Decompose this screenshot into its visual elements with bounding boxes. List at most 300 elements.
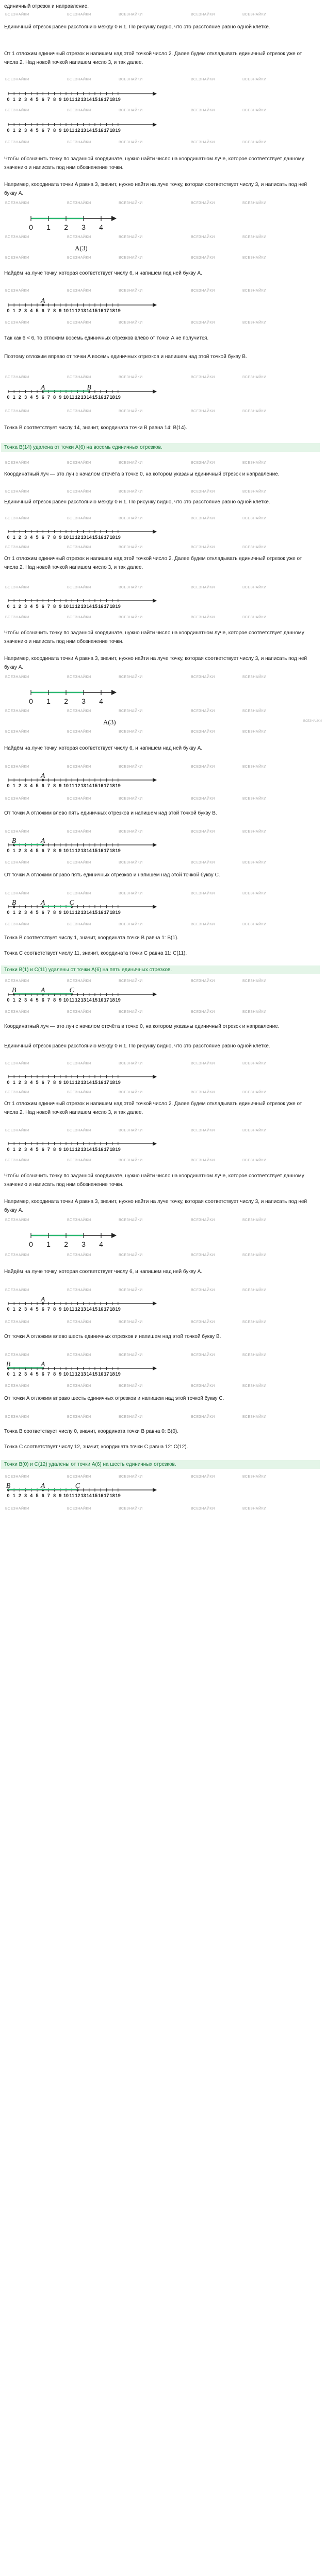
watermark-row	[0, 585, 326, 592]
tick-label: 9	[59, 783, 62, 788]
tick-label: 8	[53, 1147, 56, 1152]
tick-label: 7	[47, 308, 50, 313]
number-line	[0, 838, 326, 857]
tick-label: 5	[36, 97, 39, 102]
tick-label: 9	[59, 604, 62, 609]
watermark-text: ВСЕЗНАЙКИ	[67, 490, 91, 494]
tick-label: 2	[64, 1240, 68, 1248]
point-label: A	[40, 837, 45, 845]
tick-label: 5	[36, 1147, 39, 1152]
watermark-text: ВСЕЗНАЙКИ	[67, 546, 91, 549]
tick-label: 8	[53, 97, 56, 102]
tick-label: 4	[30, 1307, 33, 1312]
paragraph: единичный отрезок и направление.	[4, 4, 89, 9]
tick-label: 2	[18, 1080, 21, 1085]
tick-label: 1	[12, 910, 15, 915]
watermark-text: ВСЕЗНАЙКИ	[242, 1415, 267, 1419]
watermark-text: ВСЕЗНАЙКИ	[191, 797, 215, 801]
tick-label: 12	[75, 395, 80, 400]
tick-label: 10	[63, 1307, 69, 1312]
tick-label: 7	[47, 97, 50, 102]
watermark-text: ВСЕЗНАЙКИ	[191, 1253, 215, 1257]
tick-label: 16	[98, 997, 104, 1003]
axis-arrow	[153, 1488, 157, 1492]
tick-label: 10	[63, 1080, 69, 1085]
tick-label: 6	[41, 308, 44, 313]
tick-label: 11	[69, 128, 74, 133]
tick-label: 11	[69, 395, 74, 400]
paragraph: Найдём на луче точку, которая соответствует числу 6, и напишем над ней букву A.	[4, 1269, 203, 1275]
watermark-text: ВСЕЗНАЙКИ	[191, 461, 215, 465]
tick-label: 16	[98, 97, 104, 102]
watermark-text: ВСЕЗНАЙКИ	[119, 1320, 143, 1324]
paragraph: Чтобы обозначить точку по заданной координате, нужно найти число на координатном луче, которое соответствует данному значению и написать под ним обозначение точки.	[4, 1173, 304, 1188]
watermark-text: ВСЕЗНАЙКИ	[67, 235, 91, 239]
paragraph: Единичный отрезок равен расстоянию между 0 и 1. По рисунку видно, что это расстояние равно одной клетке.	[4, 499, 270, 505]
axis-arrow	[111, 216, 117, 221]
paragraph: Координатный луч — это луч с началом отсчёта в точке 0, на котором указаны единичный отрезок и направление.	[4, 471, 280, 477]
tick-label: 17	[104, 1371, 109, 1377]
watermark-text: ВСЕЗНАЙКИ	[119, 461, 143, 465]
watermark-text: ВСЕЗНАЙКИ	[242, 1218, 267, 1222]
tick-label: 4	[30, 848, 33, 853]
tick-label: 6	[41, 535, 44, 540]
watermark-text: ВСЕЗНАЙКИ	[242, 1475, 267, 1479]
tick-label: 18	[109, 128, 115, 133]
tick-label: 18	[109, 395, 115, 400]
tick-label: 15	[92, 604, 98, 609]
tick-label: 2	[18, 1371, 21, 1377]
watermark-text: ВСЕЗНАЙКИ	[119, 321, 143, 325]
tick-label: 17	[104, 604, 109, 609]
watermark-text: ВСЕЗНАЙКИ	[191, 490, 215, 494]
tick-label: 13	[80, 1493, 86, 1498]
tick-label: 19	[115, 848, 121, 853]
tick-label: 0	[7, 997, 10, 1003]
watermark-text: ВСЕЗНАЙКИ	[5, 1475, 29, 1479]
point-label: A	[40, 899, 45, 907]
tick-label: 7	[47, 1080, 50, 1085]
tick-label: 19	[115, 604, 121, 609]
watermark-row	[0, 1384, 326, 1391]
watermark-row	[0, 1010, 326, 1017]
watermark-text: ВСЕЗНАЙКИ	[191, 141, 215, 144]
tick-label: 15	[92, 1307, 98, 1312]
tick-label: 9	[59, 97, 62, 102]
point-label: A	[40, 987, 45, 994]
watermark-text: ВСЕЗНАЙКИ	[5, 616, 29, 619]
tick-label: 5	[36, 848, 39, 853]
point-label: A	[40, 1482, 45, 1490]
tick-label: 1	[12, 97, 15, 102]
tick-label: 0	[7, 1493, 10, 1498]
watermark-text: ВСЕЗНАЙКИ	[5, 490, 29, 494]
watermark-text: ВСЕЗНАЙКИ	[191, 1507, 215, 1511]
tick-label: 1	[46, 223, 51, 231]
tick-label: 13	[80, 848, 86, 853]
tick-label: 15	[92, 97, 98, 102]
number-line	[0, 524, 326, 542]
tick-label: 3	[24, 128, 27, 133]
watermark-text: ВСЕЗНАЙКИ	[5, 1384, 29, 1388]
tick-label: 1	[46, 697, 51, 705]
tick-label: 0	[29, 223, 33, 231]
watermark-text: ВСЕЗНАЙКИ	[242, 1507, 267, 1511]
watermark-text: ВСЕЗНАЙКИ	[242, 13, 267, 16]
watermark-text: ВСЕЗНАЙКИ	[5, 892, 29, 895]
tick-label: 10	[63, 395, 69, 400]
paragraph: Чтобы обозначить точку по заданной координате, нужно найти число на координатном луче, которое соответствует данному значению и написать под ним обозначение точки.	[4, 630, 304, 645]
watermark-text: ВСЕЗНАЙКИ	[242, 201, 267, 205]
watermark-text: ВСЕЗНАЙКИ	[242, 256, 267, 260]
tick-label: 0	[7, 1147, 10, 1152]
axis-arrow	[153, 599, 157, 603]
watermark-text: ВСЕЗНАЙКИ	[5, 141, 29, 144]
paragraph: От точки A отложим вправо шесть единичных отрезков и напишем над этой точкой букву C.	[4, 1396, 224, 1401]
watermark-text: ВСЕЗНАЙКИ	[5, 546, 29, 549]
tick-label: 15	[92, 1080, 98, 1085]
tick-label: 3	[24, 910, 27, 915]
tick-label: 8	[53, 1371, 56, 1377]
watermark-row	[0, 256, 326, 263]
watermark-text: ВСЕЗНАЙКИ	[191, 1320, 215, 1324]
tick-label: 4	[30, 997, 33, 1003]
watermark-row	[0, 235, 326, 242]
tick-label: 6	[41, 395, 44, 400]
tick-label: 5	[36, 1493, 39, 1498]
tick-label: 11	[69, 848, 74, 853]
watermark-text: ВСЕЗНАЙКИ	[5, 675, 29, 679]
tick-label: 0	[29, 697, 33, 705]
tick-label: 17	[104, 1080, 109, 1085]
watermark-row	[0, 1061, 326, 1069]
tick-label: 8	[53, 910, 56, 915]
watermark-text: ВСЕЗНАЙКИ	[67, 78, 91, 81]
tick-label: 6	[41, 910, 44, 915]
tick-label: 4	[30, 395, 33, 400]
watermark-text: ВСЕЗНАЙКИ	[242, 376, 267, 379]
tick-label: 16	[98, 1371, 104, 1377]
tick-label: 3	[24, 604, 27, 609]
tick-label: 0	[7, 1371, 10, 1377]
watermark-text: ВСЕЗНАЙКИ	[242, 861, 267, 865]
watermark-row	[0, 1475, 326, 1482]
tick-label: 2	[64, 223, 68, 231]
watermark-text: ВСЕЗНАЙКИ	[191, 1415, 215, 1419]
tick-label: 0	[7, 535, 10, 540]
tick-label: 4	[30, 783, 33, 788]
watermark-row	[0, 12, 326, 20]
watermark-text: ВСЕЗНАЙКИ	[242, 765, 267, 769]
tick-label: 16	[98, 308, 104, 313]
paragraph: От 1 отложим единичный отрезок и напишем над этой точкой число 2. Далее будем откладывать единичный отрезок уже от числа 2. Над новой точкой напишем число 3, и так далее.	[4, 556, 302, 570]
watermark-text: ВСЕЗНАЙКИ	[191, 410, 215, 413]
watermark-text: ВСЕЗНАЙКИ	[242, 235, 267, 239]
tick-label: 13	[80, 395, 86, 400]
tick-label: 6	[41, 604, 44, 609]
number-line	[0, 1137, 326, 1154]
tick-label: 12	[75, 997, 80, 1003]
watermark-text: ВСЕЗНАЙКИ	[67, 830, 91, 834]
tick-label: 7	[47, 997, 50, 1003]
watermark-row	[0, 375, 326, 382]
tick-label: 1	[12, 783, 15, 788]
watermark-text: ВСЕЗНАЙКИ	[242, 1289, 267, 1292]
watermark-text: ВСЕЗНАЙКИ	[191, 201, 215, 205]
tick-label: 2	[18, 128, 21, 133]
axis-arrow	[153, 1366, 157, 1370]
watermark-row	[0, 1415, 326, 1422]
watermark-text: ВСЕЗНАЙКИ	[119, 1384, 143, 1388]
tick-label: 14	[86, 1493, 92, 1498]
tick-label: 7	[47, 1371, 50, 1377]
tick-label: 8	[53, 604, 56, 609]
paragraph: Поэтому отложим вправо от точки A восемь единичных отрезков и напишем над этой точкой букву B.	[4, 354, 247, 360]
watermark-text: ВСЕЗНАЙКИ	[191, 1062, 215, 1065]
number-line	[0, 117, 326, 135]
watermark-text: ВСЕЗНАЙКИ	[67, 1384, 91, 1388]
tick-label: 14	[86, 604, 92, 609]
tick-label: 17	[104, 910, 109, 915]
tick-label: 19	[115, 910, 121, 915]
tick-label: 16	[98, 1080, 104, 1085]
tick-label: 12	[75, 783, 80, 788]
tick-label: 14	[86, 783, 92, 788]
watermark-text: ВСЕЗНАЙКИ	[119, 546, 143, 549]
tick-label: 16	[98, 783, 104, 788]
tick-label: 13	[80, 997, 86, 1003]
watermark-text: ВСЕЗНАЙКИ	[242, 461, 267, 465]
watermark-text: ВСЕЗНАЙКИ	[5, 1010, 29, 1014]
watermark-text: ВСЕЗНАЙКИ	[119, 923, 143, 926]
tick-label: 16	[98, 535, 104, 540]
tick-label: 14	[86, 1371, 92, 1377]
tick-label: 11	[69, 308, 74, 313]
tick-label: 18	[109, 1080, 115, 1085]
tick-label: 6	[41, 1307, 44, 1312]
watermark-text: ВСЕЗНАЙКИ	[67, 410, 91, 413]
tick-label: 4	[30, 1080, 33, 1085]
tick-label: 3	[24, 395, 27, 400]
watermark-text: ВСЕЗНАЙКИ	[242, 289, 267, 293]
number-line	[0, 298, 326, 317]
watermark-text: ВСЕЗНАЙКИ	[242, 1253, 267, 1257]
tick-label: 19	[115, 783, 121, 788]
watermark-text: ВСЕЗНАЙКИ	[5, 235, 29, 239]
paragraph: Точка B соответствует числу 14, значит, координата точки B равна 14: B(14).	[4, 425, 187, 431]
watermark-text: ВСЕЗНАЙКИ	[191, 376, 215, 379]
tick-label: 13	[80, 910, 86, 915]
watermark-text: ВСЕЗНАЙКИ	[242, 490, 267, 494]
watermark-row	[0, 796, 326, 804]
tick-label: 19	[115, 535, 121, 540]
tick-label: 0	[7, 604, 10, 609]
watermark-text: ВСЕЗНАЙКИ	[242, 892, 267, 895]
point-label: C	[75, 1482, 80, 1490]
paragraph: Точка B соответствует числу 0, значит, координата точки B равна 0: B(0).	[4, 1429, 179, 1434]
tick-label: 13	[80, 1307, 86, 1312]
tick-label: 3	[24, 1080, 27, 1085]
tick-label: 17	[104, 997, 109, 1003]
number-line	[0, 773, 326, 792]
tick-label: 7	[47, 1493, 50, 1498]
tick-label: 14	[86, 910, 92, 915]
tick-label: 12	[75, 97, 80, 102]
number-line	[0, 384, 326, 405]
watermark-text: ВСЕЗНАЙКИ	[191, 1091, 215, 1094]
point-label: B	[11, 899, 17, 907]
watermark-text: ВСЕЗНАЙКИ	[242, 923, 267, 926]
watermark-row	[0, 545, 326, 552]
tick-label: 9	[59, 1371, 62, 1377]
tick-label: 14	[86, 535, 92, 540]
watermark-text: ВСЕЗНАЙКИ	[191, 517, 215, 520]
tick-label: 17	[104, 1147, 109, 1152]
watermark-text: ВСЕЗНАЙКИ	[67, 1091, 91, 1094]
tick-label: 16	[98, 1493, 104, 1498]
tick-label: 10	[63, 535, 69, 540]
watermark-text: ВСЕЗНАЙКИ	[5, 923, 29, 926]
tick-label: 17	[104, 1493, 109, 1498]
watermark-row	[0, 1218, 326, 1225]
tick-label: 3	[24, 1147, 27, 1152]
tick-label: 4	[30, 604, 33, 609]
watermark-text: ВСЕЗНАЙКИ	[191, 1159, 215, 1162]
tick-label: 4	[30, 97, 33, 102]
tick-label: 17	[104, 395, 109, 400]
paragraph: Найдём на луче точку, которая соответствует числу 6, и напишем под ней букву A.	[4, 270, 202, 276]
tick-label: 13	[80, 128, 86, 133]
axis-arrow	[153, 123, 157, 127]
tick-label: 1	[12, 1493, 15, 1498]
watermark-text: ВСЕЗНАЙКИ	[67, 141, 91, 144]
watermark-text: ВСЕЗНАЙКИ	[5, 410, 29, 413]
tick-label: 2	[64, 697, 68, 705]
tick-label: 19	[115, 128, 121, 133]
tick-label: 3	[82, 1240, 86, 1248]
watermark-text: ВСЕЗНАЙКИ	[119, 1353, 143, 1357]
tick-label: 11	[69, 1307, 74, 1312]
watermark-text: ВСЕЗНАЙКИ	[67, 1289, 91, 1292]
tick-label: 18	[109, 604, 115, 609]
tick-label: 11	[69, 910, 74, 915]
tick-label: 8	[53, 128, 56, 133]
tick-label: 1	[12, 1371, 15, 1377]
watermark-row	[0, 77, 326, 84]
watermark-text: ВСЕЗНАЙКИ	[119, 141, 143, 144]
tick-label: 8	[53, 1080, 56, 1085]
tick-label: 4	[99, 223, 103, 231]
watermark-text: ВСЕЗНАЙКИ	[5, 321, 29, 325]
tick-label: 4	[30, 128, 33, 133]
tick-label: 10	[63, 1147, 69, 1152]
watermark-text: ВСЕЗНАЙКИ	[119, 201, 143, 205]
watermark-text: ВСЕЗНАЙКИ	[191, 1475, 215, 1479]
tick-label: 0	[7, 1080, 10, 1085]
watermark-text: ВСЕЗНАЙКИ	[191, 1289, 215, 1292]
axis-arrow	[153, 92, 157, 96]
watermark-text: ВСЕЗНАЙКИ	[5, 289, 29, 293]
axis-arrow	[153, 303, 157, 307]
tick-label: 4	[30, 910, 33, 915]
tick-label: 14	[86, 97, 92, 102]
watermark-text: ВСЕЗНАЙКИ	[242, 321, 267, 325]
watermark-text: ВСЕЗНАЙКИ	[119, 765, 143, 769]
tick-label: 2	[18, 1147, 21, 1152]
tick-label: 6	[41, 1493, 44, 1498]
tick-label: 15	[92, 535, 98, 540]
tick-label: 13	[80, 783, 86, 788]
number-line	[0, 987, 326, 1007]
tick-label: 10	[63, 97, 69, 102]
tick-label: 10	[63, 783, 69, 788]
watermark-text: ВСЕЗНАЙКИ	[242, 546, 267, 549]
tick-label: 12	[75, 1493, 80, 1498]
tick-label: 2	[18, 604, 21, 609]
watermark-text: ВСЕЗНАЙКИ	[67, 517, 91, 520]
tick-label: 0	[7, 97, 10, 102]
tick-label: 8	[53, 848, 56, 853]
watermark-text: ВСЕЗНАЙКИ	[242, 797, 267, 801]
tick-label: 7	[47, 395, 50, 400]
watermark-row	[0, 829, 326, 837]
point-label: C	[69, 899, 74, 907]
tick-label: 19	[115, 1147, 121, 1152]
tick-label: 9	[59, 997, 62, 1003]
axis-arrow	[111, 1233, 117, 1238]
tick-label: 5	[36, 1080, 39, 1085]
tick-label: 12	[75, 1147, 80, 1152]
watermark-text: ВСЕЗНАЙКИ	[191, 546, 215, 549]
tick-label: 5	[36, 604, 39, 609]
watermark-text: ВСЕЗНАЙКИ	[191, 289, 215, 293]
axis-arrow	[153, 992, 157, 996]
tick-label: 7	[47, 1147, 50, 1152]
paragraph: Например, координата точки A равна 3, значит, нужно найти на луче точку, которая соответствует числу 3, и написать под ней букву A.	[4, 182, 307, 196]
tick-label: 17	[104, 97, 109, 102]
watermark-text: ВСЕЗНАЙКИ	[67, 1159, 91, 1162]
watermark-text: ВСЕЗНАЙКИ	[5, 1129, 29, 1132]
tick-label: 18	[109, 783, 115, 788]
watermark-text: ВСЕЗНАЙКИ	[119, 892, 143, 895]
paragraph: Точка C соответствует числу 12, значит, координата точки C равна 12: C(12).	[4, 1444, 188, 1450]
paragraph: Например, координата точки A равна 3, значит, нужно найти на луче точку, которая соответствует числу 3, и написать под ней букву A.	[4, 656, 307, 670]
watermark-text: ВСЕЗНАЙКИ	[191, 78, 215, 81]
paragraph: От 1 отложим единичный отрезок и напишем над этой точкой число 2. Далее будем откладывать единичный отрезок уже от числа 2. Над новой точкой напишем число 3, и так далее.	[4, 51, 302, 65]
tick-label: 3	[82, 223, 86, 231]
watermark-row	[0, 140, 326, 147]
watermark-text: ВСЕЗНАЙКИ	[67, 797, 91, 801]
tick-label: 19	[115, 1080, 121, 1085]
watermark-text: ВСЕЗНАЙКИ	[242, 709, 267, 713]
tick-label: 8	[53, 395, 56, 400]
tick-label: 14	[86, 128, 92, 133]
watermark-row	[0, 891, 326, 899]
tick-label: 19	[115, 997, 121, 1003]
watermark-text: ВСЕЗНАЙКИ	[191, 321, 215, 325]
tick-label: 14	[86, 308, 92, 313]
tick-label: 15	[92, 308, 98, 313]
watermark-text: ВСЕЗНАЙКИ	[242, 1353, 267, 1357]
tick-label: 14	[86, 395, 92, 400]
tick-label: 6	[41, 848, 44, 853]
tick-label: 8	[53, 783, 56, 788]
watermark-row	[0, 461, 326, 468]
tick-label: 9	[59, 395, 62, 400]
paragraph: Найдём на луче точку, которая соответствует числу 6, и напишем над ней букву A.	[4, 745, 203, 751]
watermark-text: ВСЕЗНАЙКИ	[5, 830, 29, 834]
watermark-text: ВСЕЗНАЙКИ	[242, 141, 267, 144]
